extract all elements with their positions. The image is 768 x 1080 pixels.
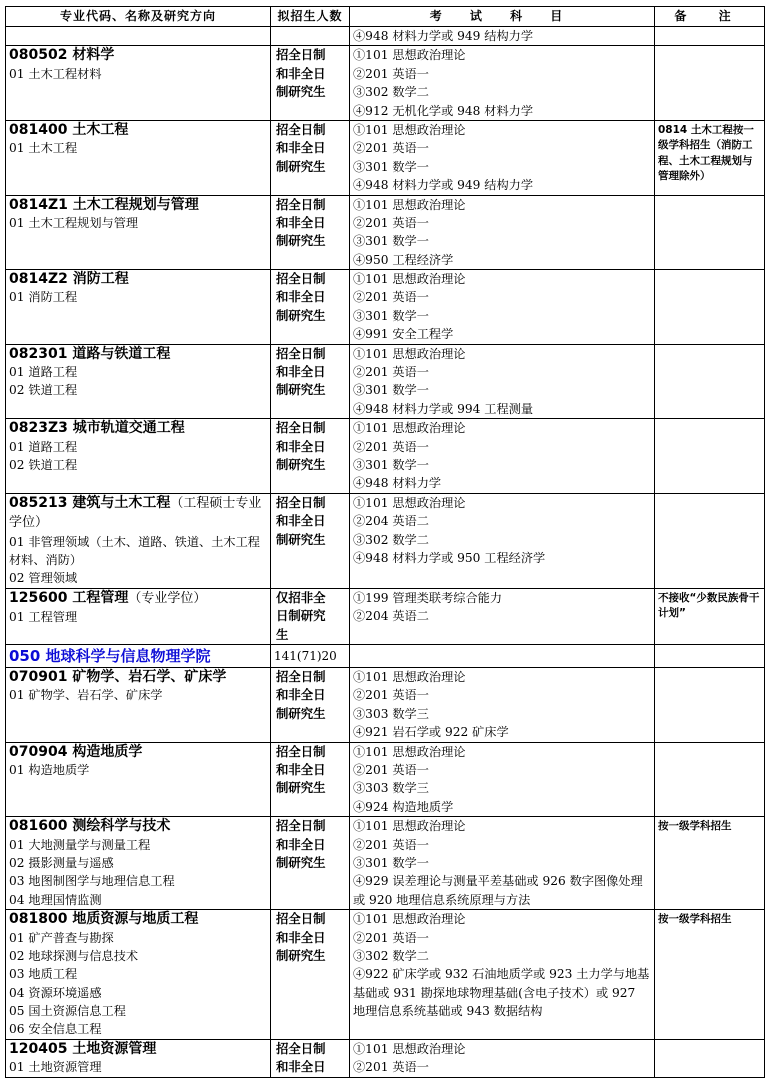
exam-subject: ④950 工程经济学: [353, 252, 454, 267]
plan-line: 制研究生: [276, 780, 326, 796]
table-row: [6, 493, 765, 588]
exam-subject: ③303 数学三: [353, 781, 429, 796]
college-count: 141(71)20: [274, 649, 337, 663]
major-title: [9, 46, 267, 64]
exam-subject: ②201 英语一: [353, 66, 429, 81]
major-title: [9, 668, 267, 686]
plan-cell: [271, 493, 350, 588]
exam-subject: ②201 英语一: [353, 1060, 429, 1075]
major-title: [9, 196, 267, 214]
plan-cell: [271, 27, 350, 46]
plan-line: 制研究生: [276, 84, 326, 100]
research-direction: 02 地球探测与信息技术: [9, 948, 139, 963]
plan-line: 制研究生: [276, 307, 326, 323]
header-note: 备 注: [655, 7, 765, 27]
table-row: [6, 742, 765, 817]
research-direction: 01 土木工程材料: [9, 66, 102, 81]
plan-line: 生: [276, 626, 289, 642]
college-cell: [6, 645, 271, 668]
exam-subject: ①101 思想政治理论: [353, 122, 466, 137]
major-code: 080502: [9, 47, 68, 64]
plan-line: 招全日制: [276, 271, 326, 287]
major-title: [9, 1040, 267, 1058]
major-code: 0814Z2: [9, 271, 68, 288]
exam-subject: ①101 思想政治理论: [353, 819, 466, 834]
major-cell: [6, 344, 271, 419]
major-code: 0814Z1: [9, 196, 68, 213]
plan-line: 招全日制: [276, 196, 326, 212]
remark-text: 不接收“少数民族骨干计划”: [658, 591, 760, 620]
major-code: 070901: [9, 669, 68, 685]
major-name: 构造地质学: [72, 743, 143, 760]
exam-subject: ②201 英语一: [353, 215, 429, 230]
table-row: [6, 46, 765, 121]
plan-line: 和非全日: [276, 140, 326, 156]
exam-subject: ①101 思想政治理论: [353, 197, 466, 212]
major-name: 矿物学、岩石学、矿床学: [72, 669, 227, 685]
exam-subject: ②201 英语一: [353, 365, 429, 380]
exam-cell: [350, 120, 655, 195]
research-direction: 03 地图制图学与地理信息工程: [9, 874, 175, 889]
exam-subject: ③301 数学一: [353, 159, 429, 174]
plan-line: 仅招非全: [276, 589, 326, 605]
exam-cell: [350, 1039, 655, 1077]
plan-cell: [271, 1039, 350, 1077]
plan-line: 招全日制: [276, 669, 326, 684]
note-cell: [655, 27, 765, 46]
table-row: [6, 910, 765, 1040]
note-cell: [655, 668, 765, 743]
research-direction: 02 管理领域: [9, 571, 78, 586]
major-cell: [6, 742, 271, 817]
research-direction: 02 铁道工程: [9, 383, 78, 398]
exam-subject: ④924 构造地质学: [353, 799, 454, 814]
exam-subject: ③301 数学一: [353, 383, 429, 398]
note-cell: [655, 588, 765, 644]
table-row: [6, 195, 765, 270]
exam-subject: ③301 数学一: [353, 457, 429, 472]
exam-subject: ④948 材料力学或 994 工程测量: [353, 401, 534, 416]
exam-cell: [350, 270, 655, 345]
major-code: 125600: [9, 589, 68, 606]
exam-subject: ①101 思想政治理论: [353, 1041, 466, 1056]
exam-cell: [350, 817, 655, 910]
exam-subject: ④948 材料力学: [353, 476, 442, 491]
major-cell: [6, 46, 271, 121]
plan-line: 制研究生: [276, 457, 326, 473]
plan-line: 和非全日: [276, 1059, 326, 1075]
remark-text: 0814 土木工程按一级学科招生（消防工程、土木工程规划与管理除外）: [658, 123, 754, 183]
major-name: 城市轨道交通工程: [72, 420, 185, 437]
exam-cell: [350, 344, 655, 419]
note-cell: [655, 910, 765, 1040]
plan-cell: [271, 270, 350, 345]
major-name: 土木工程: [72, 121, 129, 138]
plan-line: 和非全日: [276, 438, 326, 454]
major-code: 081800: [9, 911, 68, 928]
research-direction: 02 摄影测量与遥感: [9, 855, 114, 870]
exam-subject: ②201 英语一: [353, 290, 429, 305]
exam-line: ④948 材料力学或 949 结构力学: [353, 29, 534, 43]
table-row: [6, 27, 765, 46]
research-direction: 01 土木工程: [9, 141, 78, 156]
plan-line: 和非全日: [276, 929, 326, 945]
research-direction: 06 安全信息工程: [9, 1022, 102, 1037]
table-row: [6, 120, 765, 195]
table-row: [6, 419, 765, 494]
research-direction: 03 地质工程: [9, 967, 78, 982]
exam-subject: ①101 思想政治理论: [353, 744, 466, 759]
research-direction: 01 矿物学、岩石学、矿床学: [9, 688, 163, 703]
exam-cell: [350, 668, 655, 743]
plan-line: 制研究生: [276, 947, 326, 963]
major-code: 085213: [9, 494, 68, 511]
plan-cell: [271, 344, 350, 419]
exam-subject: ①199 管理类联考综合能力: [353, 590, 503, 605]
plan-line: 招全日制: [276, 743, 326, 759]
exam-subject: ④921 岩石学或 922 矿床学: [353, 725, 509, 740]
research-direction: 02 铁道工程: [9, 458, 78, 472]
exam-subject: ②201 英语一: [353, 762, 429, 777]
college-count-cell: [271, 645, 350, 668]
exam-subject: ③302 数学二: [353, 948, 429, 963]
exam-cell: [350, 588, 655, 644]
major-name: 建筑与土木工程: [72, 494, 171, 511]
plan-line: 制研究生: [276, 705, 326, 721]
major-title: [9, 589, 267, 608]
exam-subject: ④922 矿床学或 932 石油地质学或 923 土力学与地基基础或 931 勘探地球物理基础(含电子技术）或 927 地理信息系统基础或 943 数据结构: [353, 967, 650, 1019]
plan-line: 招全日制: [276, 420, 326, 436]
plan-line: 和非全日: [276, 214, 326, 230]
exam-subject: ②204 英语二: [353, 514, 429, 529]
major-cell: [6, 588, 271, 644]
plan-line: 招全日制: [276, 1040, 326, 1056]
plan-cell: [271, 120, 350, 195]
plan-cell: [271, 817, 350, 910]
exam-subject: ②201 英语一: [353, 688, 429, 703]
exam-subject: ①101 思想政治理论: [353, 48, 466, 63]
exam-subject: ①101 思想政治理论: [353, 272, 466, 287]
plan-cell: [271, 46, 350, 121]
degree-type: （工程硕士专业学位）: [9, 495, 262, 531]
plan-line: 招全日制: [276, 345, 326, 361]
major-name: 消防工程: [72, 271, 129, 288]
college-title: 050 地球科学与信息物理学院: [9, 647, 211, 665]
note-cell: [655, 493, 765, 588]
exam-subject: ④948 材料力学或 950 工程经济学: [353, 550, 546, 565]
major-name: 地质资源与地质工程: [72, 911, 199, 928]
table-row: [6, 817, 765, 910]
exam-subject: ③302 数学二: [353, 532, 429, 547]
admissions-table: [5, 6, 765, 1078]
exam-cell: [350, 645, 655, 668]
note-cell: [655, 645, 765, 668]
research-direction: 01 构造地质学: [9, 762, 90, 777]
plan-line: 招全日制: [276, 818, 326, 834]
table-row: [6, 270, 765, 345]
plan-line: 和非全日: [276, 513, 326, 529]
plan-cell: [271, 195, 350, 270]
research-direction: 01 非管理领域（土木、道路、铁道、土木工程材料、消防）: [9, 534, 260, 567]
note-cell: [655, 742, 765, 817]
plan-cell: [271, 742, 350, 817]
exam-subject: ④948 材料力学或 949 结构力学: [353, 178, 534, 193]
plan-line: 制研究生: [276, 382, 326, 398]
plan-line: 和非全日: [276, 364, 326, 380]
exam-subject: ③303 数学三: [353, 706, 429, 721]
exam-subject: ③301 数学一: [353, 855, 429, 870]
research-direction: 01 工程管理: [9, 610, 78, 625]
exam-subject: ②201 英语一: [353, 930, 429, 945]
exam-subject: ④912 无机化学或 948 材料力学: [353, 103, 534, 118]
plan-line: 日制研究: [276, 608, 326, 624]
note-cell: [655, 817, 765, 910]
exam-subject: ③302 数学二: [353, 85, 429, 100]
exam-subject: ④991 安全工程学: [353, 327, 454, 342]
exam-cell: [350, 493, 655, 588]
exam-cell: [350, 742, 655, 817]
exam-subject: ①101 思想政治理论: [353, 912, 466, 927]
major-cell: [6, 120, 271, 195]
major-cell: [6, 910, 271, 1040]
exam-cell: [350, 27, 655, 46]
exam-subject: ①101 思想政治理论: [353, 495, 466, 510]
remark-text: 按一级学科招生: [658, 913, 732, 926]
plan-line: 制研究生: [276, 531, 326, 547]
exam-cell: [350, 419, 655, 494]
plan-line: 和非全日: [276, 761, 326, 777]
table-row: [6, 588, 765, 644]
plan-cell: [271, 668, 350, 743]
major-title: [9, 121, 267, 139]
plan-line: 制研究生: [276, 158, 326, 174]
exam-subject: ①101 思想政治理论: [353, 346, 466, 361]
college-row: [6, 645, 765, 668]
major-name: 工程管理: [72, 589, 129, 606]
exam-subject: ①101 思想政治理论: [353, 670, 466, 684]
plan-line: 和非全日: [276, 65, 326, 81]
major-code: 081400: [9, 121, 68, 138]
major-code: 120405: [9, 1040, 68, 1057]
major-title: [9, 494, 267, 533]
major-name: 土地资源管理: [72, 1040, 157, 1057]
major-title: [9, 910, 267, 928]
note-cell: [655, 270, 765, 345]
table-row: [6, 344, 765, 419]
major-title: [9, 817, 267, 835]
major-cell: [6, 817, 271, 910]
remark-text: 按一级学科招生: [658, 820, 732, 833]
note-cell: [655, 46, 765, 121]
major-cell: [6, 1039, 271, 1077]
exam-subject: ②201 英语一: [353, 837, 429, 852]
exam-cell: [350, 46, 655, 121]
exam-cell: [350, 195, 655, 270]
major-cell: [6, 195, 271, 270]
plan-line: 和非全日: [276, 836, 326, 852]
major-cell: [6, 419, 271, 494]
major-cell: [6, 668, 271, 743]
note-cell: [655, 120, 765, 195]
major-code: 082301: [9, 345, 68, 362]
research-direction: 01 矿产普查与勘探: [9, 930, 114, 945]
research-direction: 01 土木工程规划与管理: [9, 215, 139, 230]
major-title: [9, 270, 267, 288]
table-row: [6, 668, 765, 743]
major-title: [9, 743, 267, 761]
note-cell: [655, 344, 765, 419]
research-direction: 01 道路工程: [9, 439, 78, 454]
major-code: 070904: [9, 743, 68, 760]
header-major: 专业代码、名称及研究方向: [6, 7, 271, 27]
plan-cell: [271, 910, 350, 1040]
major-cell: [6, 270, 271, 345]
note-cell: [655, 419, 765, 494]
research-direction: 04 地理国情监测: [9, 892, 102, 907]
major-name: 材料学: [72, 47, 115, 64]
research-direction: 01 道路工程: [9, 365, 78, 380]
plan-line: 和非全日: [276, 289, 326, 305]
exam-subject: ③301 数学一: [353, 308, 429, 323]
plan-line: 招全日制: [276, 494, 326, 510]
major-cell: [6, 27, 271, 46]
research-direction: 04 资源环境遥感: [9, 985, 102, 1000]
research-direction: 01 大地测量学与测量工程: [9, 837, 151, 852]
exam-subject: ②201 英语一: [353, 141, 429, 156]
note-cell: [655, 1039, 765, 1077]
major-name: 测绘科学与技术: [72, 818, 171, 835]
header-plan: 拟招生人数: [271, 7, 350, 27]
research-direction: 01 消防工程: [9, 290, 78, 305]
exam-cell: [350, 910, 655, 1040]
plan-line: 和非全日: [276, 687, 326, 703]
major-code: 081600: [9, 818, 68, 835]
major-cell: [6, 493, 271, 588]
major-title: [9, 419, 267, 437]
table-header-row: [6, 7, 765, 27]
plan-line: 招全日制: [276, 47, 326, 63]
degree-type: （专业学位）: [128, 590, 207, 606]
exam-subject: ②204 英语二: [353, 609, 429, 624]
major-name: 道路与铁道工程: [72, 345, 171, 362]
header-exam: 考 试 科 目: [350, 7, 655, 27]
major-name: 土木工程规划与管理: [72, 196, 199, 213]
plan-line: 制研究生: [276, 854, 326, 870]
major-title: [9, 345, 267, 363]
plan-cell: [271, 419, 350, 494]
plan-line: 制研究生: [276, 233, 326, 249]
research-direction: 05 国土资源信息工程: [9, 1004, 126, 1019]
research-direction: 01 土地资源管理: [9, 1060, 102, 1075]
plan-line: 招全日制: [276, 911, 326, 927]
plan-cell: [271, 588, 350, 644]
major-code: 0823Z3: [9, 420, 68, 437]
exam-subject: ③301 数学一: [353, 234, 429, 249]
note-cell: [655, 195, 765, 270]
exam-subject: ①101 思想政治理论: [353, 421, 466, 436]
table-row: [6, 1039, 765, 1077]
plan-line: 招全日制: [276, 121, 326, 137]
exam-subject: ④929 误差理论与测量平差基础或 926 数字图像处理或 920 地理信息系统原理与方法: [353, 874, 643, 907]
exam-subject: ②201 英语一: [353, 439, 429, 454]
